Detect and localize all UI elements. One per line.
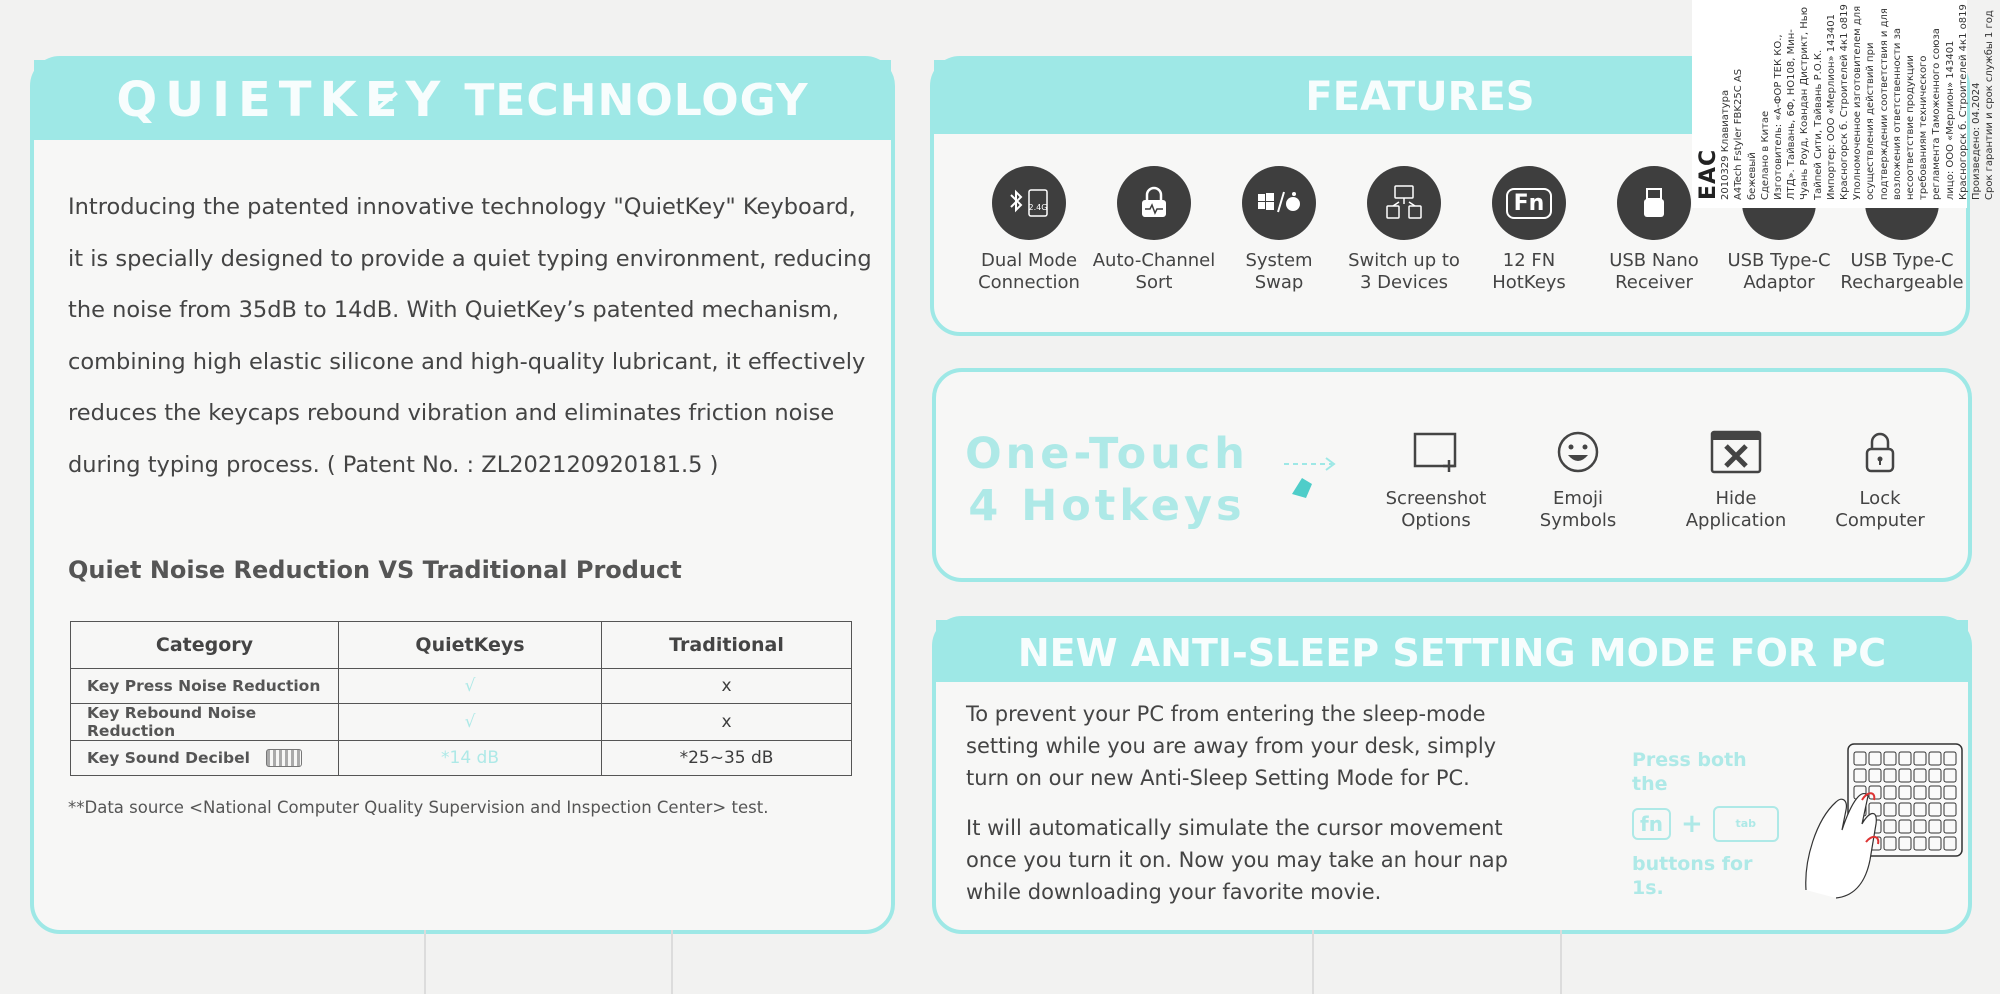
hotkeys-panel [932, 368, 1972, 582]
one-touch-heading [962, 428, 1252, 532]
keyboard-hand-illustration [1796, 740, 1966, 900]
intro-line: during typing process. ( Patent No. : ZL202120920181.5 ) [68, 451, 719, 478]
feature-label-line1: System [1245, 250, 1313, 271]
sticker-text-line: возложения ответственности за [1891, 27, 1903, 200]
lock-icon [1810, 428, 1950, 476]
sticker-text-line: несоответствие продукции [1905, 55, 1917, 200]
sticker-text-line: 2010329 Клавиатура [1720, 89, 1732, 200]
anti-sleep-paragraph [966, 698, 1566, 794]
brand-text-end: Y [405, 72, 449, 128]
feature-label-line2: Rechargeable [1840, 272, 1964, 293]
sticker-text-line: A4Tech Fstyler FBK25С AS [1733, 68, 1745, 200]
feature-label-line1: Dual Mode [980, 250, 1078, 271]
sticker-text-line: Сделано в Китае [1759, 110, 1771, 200]
feature-label-line1: USB Type-C [1850, 250, 1954, 271]
press-line1: Press both the [1632, 749, 1747, 795]
brand-text-start: QUIETK [116, 72, 365, 128]
plus-sign: + [1680, 809, 1703, 839]
sticker-text-line: Импортер: ООО «Мерлион» 143401 [1825, 14, 1837, 200]
one-touch-line1: One-Touch [965, 429, 1249, 479]
quietkey-technology-panel [30, 56, 895, 934]
fn-key-icon [1492, 166, 1566, 240]
hide-window-icon [1666, 428, 1806, 476]
sticker-text-line: Чуань Роуд, Коандан Дистрикт, Нью [1799, 6, 1811, 200]
key-combo [1632, 806, 1782, 842]
text-line: It will automatically simulate the cursor movement [966, 816, 1503, 840]
sticker-text-line: осуществления действий при [1865, 42, 1877, 200]
hotkey-label-line2: Application [1685, 510, 1787, 531]
row-category-label: Key Sound Decibel [87, 748, 250, 767]
intro-line: it is specially designed to provide a quiet typing environment, reducing [68, 245, 872, 272]
header-category: Category [71, 622, 339, 669]
sticker-text-line: Красногорск б. Строителей 4к1 о819 [1957, 4, 1969, 200]
sticker-text-line: Изготовитель: «А-ФОР ТЕК КО., [1773, 34, 1785, 200]
feature-label-line1: USB Type-C [1727, 250, 1831, 271]
anti-sleep-paragraph [966, 812, 1566, 908]
text-line: turn on our new Anti-Sleep Setting Mode for PC. [966, 766, 1470, 790]
header-traditional: Traditional [602, 622, 852, 669]
quietkey-logo [116, 72, 448, 128]
row-category: Key Press Noise Reduction [71, 669, 339, 704]
text-line: setting while you are away from your desk, simply [966, 734, 1497, 758]
one-touch-line2: 4 Hotkeys [968, 481, 1246, 531]
feature-label-line2: 3 Devices [1359, 272, 1449, 293]
tab-key-glyph: tab [1713, 806, 1779, 842]
screenshot-icon [1366, 428, 1506, 476]
hotkey-label-line1: Lock [1859, 488, 1901, 509]
feature-label-line2: Swap [1254, 272, 1304, 293]
sticker-text-line: бежевый [1746, 152, 1758, 200]
fn-glyph: Fn [1506, 188, 1553, 219]
hotkey-label-line1: Screenshot [1385, 488, 1487, 509]
press-line2: buttons for 1s. [1632, 853, 1753, 899]
sticker-text-line: ЛТД». Тайвань, 6Ф, НО108, Мин- [1786, 29, 1798, 200]
windows-apple-icon [1242, 166, 1316, 240]
features-title: FEATURES [1305, 74, 1535, 120]
feature-label-line2: Connection [978, 272, 1080, 293]
table-row [71, 669, 852, 704]
header-quietkeys: QuietKeys [339, 622, 602, 669]
usb-receiver-icon [1617, 166, 1691, 240]
anti-sleep-panel [932, 616, 1972, 934]
sticker-text-line: Тайпей Сити, Тайвань Р.О.К. [1812, 49, 1824, 200]
press-instruction [1632, 748, 1782, 900]
row-quiet-value: *14 dB [339, 741, 602, 776]
row-traditional-value: x [602, 704, 852, 741]
intro-text [68, 182, 878, 491]
technology-title: TECHNOLOGY [464, 74, 809, 126]
sticker-text-line: Красногорск б. Строителей 4к1 о819 [1839, 4, 1851, 200]
row-quiet-value: √ [339, 704, 602, 741]
feature-dual-mode [964, 166, 1094, 294]
feature-auto-channel [1089, 166, 1219, 294]
bluetooth-24g-icon [992, 166, 1066, 240]
comparison-table [70, 621, 852, 776]
lock-wave-icon [1117, 166, 1191, 240]
hotkey-label-line1: Hide [1715, 488, 1757, 509]
row-traditional-value: *25~35 dB [602, 741, 852, 776]
import-label-sticker [1692, 0, 1996, 208]
sticker-text-line: Срок гарантии и срок службы 1 год [1984, 10, 1996, 200]
feature-label-line1: Switch up to [1348, 250, 1460, 271]
sticker-text-line: лицо: ООО «Мерлион» 143401 [1944, 40, 1956, 200]
pointer-arrow-icon [1282, 454, 1342, 510]
row-quiet-value: √ [339, 669, 602, 704]
keyboard-icon [266, 749, 302, 767]
fn-key-glyph: fn [1632, 808, 1671, 840]
brand-key-glyph: E [364, 72, 406, 128]
feature-label-line2: Receiver [1615, 272, 1693, 293]
feature-label-line2: Sort [1135, 272, 1173, 293]
hotkey-label-line2: Options [1401, 510, 1471, 531]
hotkey-screenshot [1366, 428, 1506, 532]
eac-mark: EAC [1696, 148, 1721, 200]
feature-fn-hotkeys [1464, 166, 1594, 294]
feature-label-line1: 12 FN [1502, 250, 1556, 271]
feature-label-line1: USB Nano [1609, 250, 1699, 271]
table-row [71, 741, 852, 776]
feature-label-line2: HotKeys [1492, 272, 1566, 293]
hotkey-label-line2: Computer [1835, 510, 1925, 531]
anti-sleep-title: NEW ANTI-SLEEP SETTING MODE FOR PC [1017, 631, 1887, 675]
sticker-text-line: регламента Таможенного союза [1931, 28, 1943, 200]
intro-line: the noise from 35dB to 14dB. With QuietKey’s patented mechanism, [68, 297, 839, 323]
feature-label-line1: Auto-Channel [1092, 250, 1216, 271]
text-line: while downloading your favorite movie. [966, 880, 1382, 904]
multi-device-icon [1367, 166, 1441, 240]
comparison-title: Quiet Noise Reduction VS Traditional Product [68, 556, 682, 584]
feature-system-swap [1214, 166, 1344, 294]
hotkey-hide-application [1666, 428, 1806, 532]
sticker-text-line: подтверждении соответствия и для [1878, 8, 1890, 200]
hotkey-label-line1: Emoji [1553, 488, 1603, 509]
table-header-row [71, 622, 852, 669]
hotkey-label-line2: Symbols [1539, 510, 1617, 531]
sticker-text-line: Уполномоченное изготовителем для [1852, 5, 1864, 200]
text-line: once you turn it on. Now you may take an hour nap [966, 848, 1508, 872]
data-source-note: **Data source <National Computer Quality Supervision and Inspection Center> test. [68, 798, 769, 817]
anti-sleep-description [966, 698, 1566, 926]
intro-line: reduces the keycaps rebound vibration and eliminates friction noise [68, 400, 835, 426]
sticker-text-line: Произведено: 04.2024 [1971, 82, 1983, 200]
feature-switch-devices [1339, 166, 1469, 294]
row-category [71, 741, 339, 776]
hotkey-emoji [1508, 428, 1648, 532]
emoji-icon [1508, 428, 1648, 476]
24g-glyph: 2.4G [1028, 203, 1048, 212]
technology-header [34, 60, 891, 140]
feature-label-line2: Adaptor [1743, 272, 1815, 293]
sticker-text-line: требованиям технического [1918, 55, 1930, 200]
row-traditional-value: x [602, 669, 852, 704]
hotkey-lock-computer [1810, 428, 1950, 532]
anti-sleep-header [936, 620, 1968, 682]
text-line: To prevent your PC from entering the sleep-mode [966, 702, 1486, 726]
intro-line: Introducing the patented innovative technology "QuietKey" Keyboard, [68, 194, 856, 220]
box-bottom-edge [0, 930, 2000, 994]
table-row [71, 704, 852, 741]
row-category: Key Rebound Noise Reduction [71, 704, 339, 741]
intro-line: combining high elastic silicone and high-quality lubricant, it effectively [68, 348, 866, 375]
